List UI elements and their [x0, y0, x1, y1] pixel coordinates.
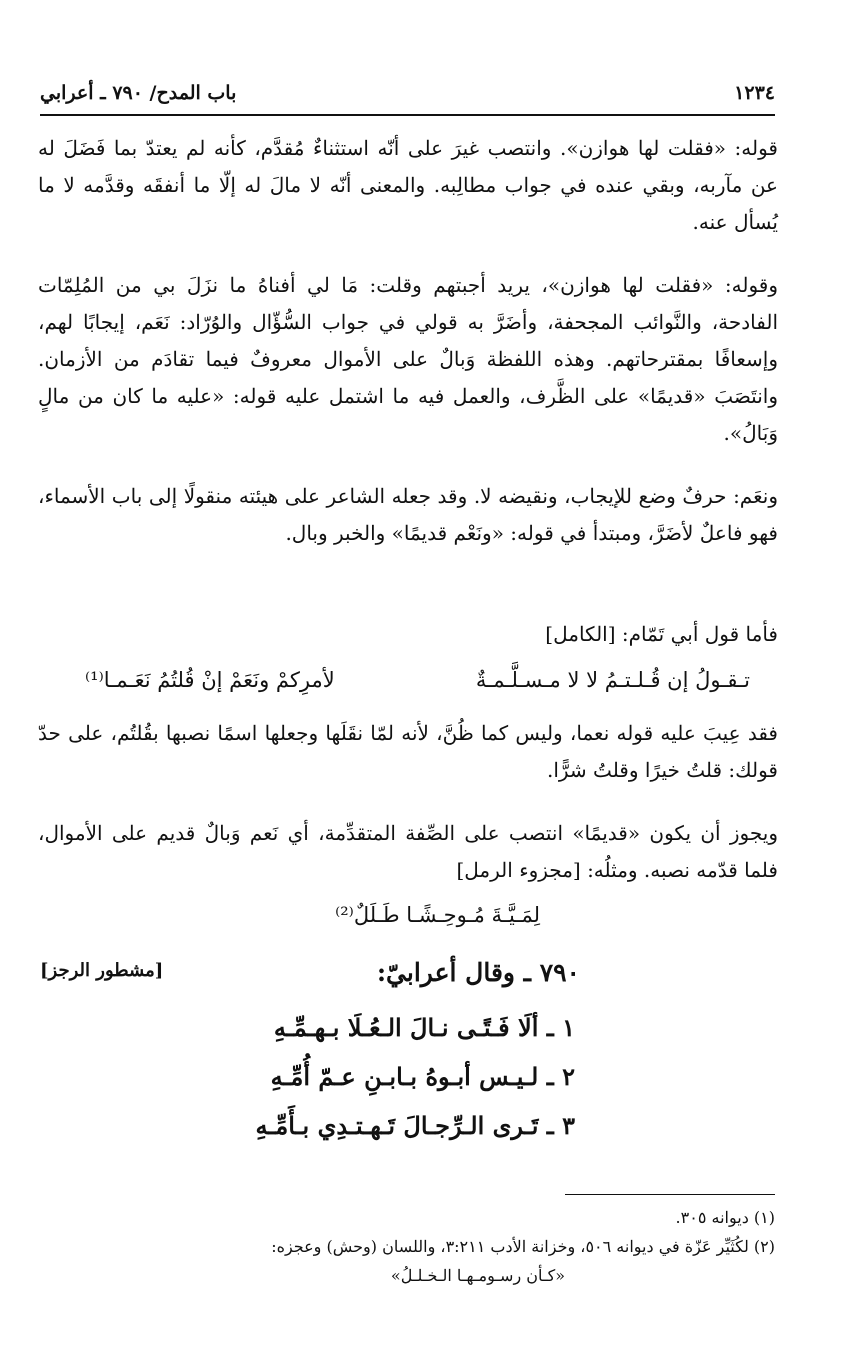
paragraph-1: قوله: «فقلت لها هوازن». وانتصب غيرَ على أنّه استثناءٌ مُقدَّم، كأنه لم يعتدّ بما فَضَلَ له عن مآربه، وبقي عنده في جواب مطالِبه. والمعنى أنّه لا مالَ له إلّا ما أنفقَه وقدَّمه لا ما يُسأل عنه. — [38, 136, 778, 234]
poem-meter: [مشطور الرجز] — [40, 960, 164, 981]
paragraph-3: ونعَم: حرفٌ وضع للإيجاب، ونقيضه لا. وقد جعله الشاعر على هيئته منقولًا إلى باب الأسماء، فهو فاعلٌ لأضَرَّ، ومبتدأ في قوله: «ونَعْم قديمًا» والخبر وبال. — [38, 484, 778, 545]
poem-line-1: ١ ـ ألَا فَـتًـى نـالَ الـعُـلَا بـهـمِّـهِ — [273, 1013, 575, 1042]
verse-1-first-hemistich: تـقـولُ إن قُـلـتـمُ لا لا مـسـلَّـمـةٌ — [475, 668, 750, 692]
footnote-1: (١) ديوانه ٣٠٥. — [675, 1208, 775, 1227]
footnote-2: (٢) لكُثَيِّر عَزّة في ديوانه ٥٠٦، وخزانة الأدب ٣:٢١١، واللسان (وحش) وعجزه: — [271, 1237, 775, 1256]
paragraph-5: فقد عِيبَ عليه قوله نعما، وليس كما ظُنَّ، لأنه لمّا نقَلَها وجعلها اسمًا نصبها بقُلتُم، على حدّ قولك: قلتُ خيرًا وقلتُ شرًّا. — [38, 721, 778, 782]
page-number: ١٢٣٤ — [734, 82, 775, 104]
running-title: باب المدح/ ٧٩٠ ـ أعرابي — [40, 82, 237, 104]
verse-2: لِمَـيَّـةَ مُـوحِـشًـا طَـلَلٌ⁽²⁾ — [335, 903, 540, 927]
footnote-2-continuation: «كـأن رسـومـهـا الـخـلـلُ» — [390, 1266, 565, 1285]
paragraph-2: وقوله: «فقلت لها هوازن»، يريد أجبتهم وقلت: مَا لي أفناهُ ما نزَلَ بي من المُلِمّات الفادحة، والنَّوائب المجحفة، وأضَرَّ به قولي في جواب السُّؤّال والوُرّاد: نَعَم، إيجابًا لهم، وإسعافًا بمقترحاتهم. وهذه اللفظة وَبالٌ على الأموال معروفٌ فيما تقادَم من الأزمان. وانتَصَبَ «قديمًا» على الظَّرف، والعمل فيه ما اشتمل عليه قوله: «عليه ما كان من مالٍ وَبَالُ». — [38, 273, 778, 445]
poem-line-2: ٢ ـ لـيـس أبـوهُ بـابـنِ عـمّ أُمِّـهِ — [270, 1062, 575, 1091]
paragraph-6: ويجوز أن يكون «قديمًا» انتصب على الصِّفة المتقدِّمة، أي نَعم وَبالٌ قديم على الأموال، فلما قدّمه نصبه. ومثلُه: [مجزوء الرمل] — [38, 821, 778, 882]
poem-title: ٧٩٠ ـ وقال أعرابيّ: — [376, 958, 580, 987]
footnote-divider — [565, 1194, 775, 1195]
poem-line-3: ٣ ـ تَـرى الـرِّجـالَ تَـهـتـدِي بـأَمِّـهِ — [255, 1111, 575, 1140]
paragraph-4: فأما قول أبي تَمّام: [الكامل] — [545, 622, 778, 646]
verse-1-second-hemistich: لأمرِكمْ ونَعَمْ إنْ قُلتُمُ نَعَـمـا⁽¹⁾ — [85, 668, 335, 692]
page-header — [40, 82, 775, 104]
header-divider — [40, 114, 775, 116]
